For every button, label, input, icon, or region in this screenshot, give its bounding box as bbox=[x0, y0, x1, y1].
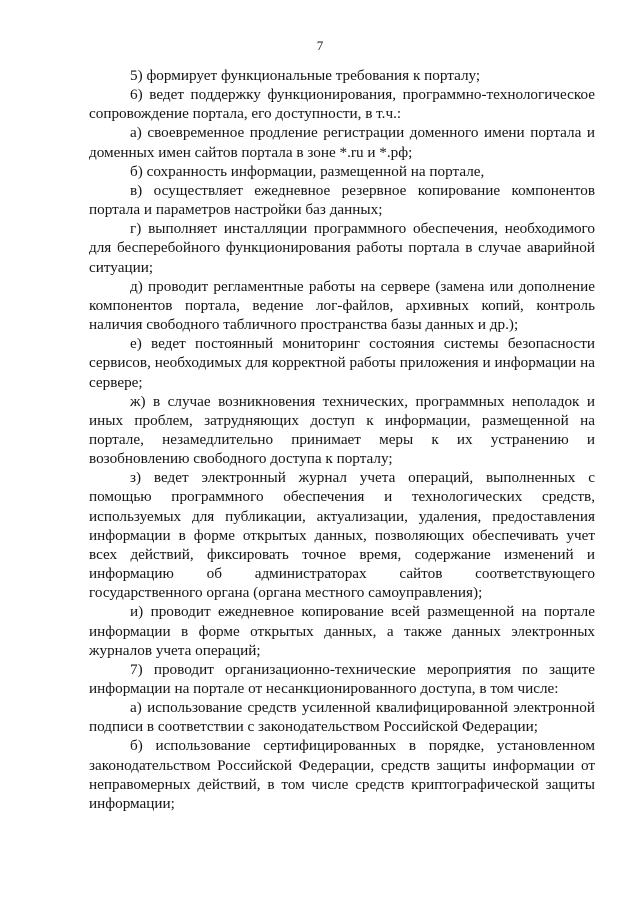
page-number: 7 bbox=[316, 38, 324, 53]
paragraph-6a: а) своевременное продление регистрации доменного имени портала и доменных имен сайтов портала в зоне *.ru и *.рф; bbox=[89, 124, 595, 161]
paragraph-7a: а) использование средств усиленной квалифицированной электронной подписи в соответствии с законодательством Российской Федерации; bbox=[89, 699, 595, 736]
paragraph-6e: е) ведет постоянный мониторинг состояния системы безопасности сервисов, необходимых для корректной работы приложения и информации на сервере; bbox=[89, 335, 595, 391]
paragraph-7: 7) проводит организационно-технические мероприятия по защите информации на портале от несанкционированного доступа, в том числе: bbox=[89, 660, 595, 697]
paragraph-6: 6) ведет поддержку функционирования, программно-технологическое сопровождение портала, его доступности, в т.ч.: bbox=[89, 86, 595, 123]
paragraph-5: 5) формирует функциональные требования к порталу; bbox=[130, 67, 481, 84]
paragraph-6z: з) ведет электронный журнал учета операций, выполненных с помощью программного обеспечения и технологических средств, используемых для публикации, актуализации, удаления, предоставления информации в форме открытых данных, позволяющих обеспечивать учет всех действий, фиксировать точное время, содержание изменений и информацию об администраторах сайтов соответствующего государственного органа (органа местного самоуправления); bbox=[89, 469, 595, 602]
paragraph-6d: д) проводит регламентные работы на сервере (замена или дополнение компонентов портала, ведение лог-файлов, архивных копий, контроль наличия свободного табличного пространства базы данных и др.); bbox=[89, 277, 595, 334]
paragraph-6b: б) сохранность информации, размещенной на портале, bbox=[130, 162, 485, 180]
paragraph-7b: б) использование сертифицированных в порядке, установленном законодательством Российской Федерации, средств защиты информации от неправомерных действий, в том числе средств криптографической защиты информации; bbox=[89, 737, 595, 812]
paragraph-6i: и) проводит ежедневное копирование всей размещенной на портале информации в форме открытых данных, а также данных электронных журналов учета операций; bbox=[89, 603, 595, 659]
paragraph-6v: в) осуществляет ежедневное резервное копирование компонентов портала и параметров настройки баз данных; bbox=[89, 181, 595, 219]
paragraph-6zh: ж) в случае возникновения технических, программных неполадок и иных проблем, затрудняющих доступ к информации, размещенной на портале, незамедлительно принимает меры к их устранению и возобновлению свободного доступа к порталу; bbox=[89, 392, 595, 468]
document-body bbox=[89, 66, 595, 813]
paragraph-6g: г) выполняет инсталляции программного обеспечения, необходимого для бесперебойного функционирования работы портала в случае аварийной ситуации; bbox=[89, 220, 595, 276]
